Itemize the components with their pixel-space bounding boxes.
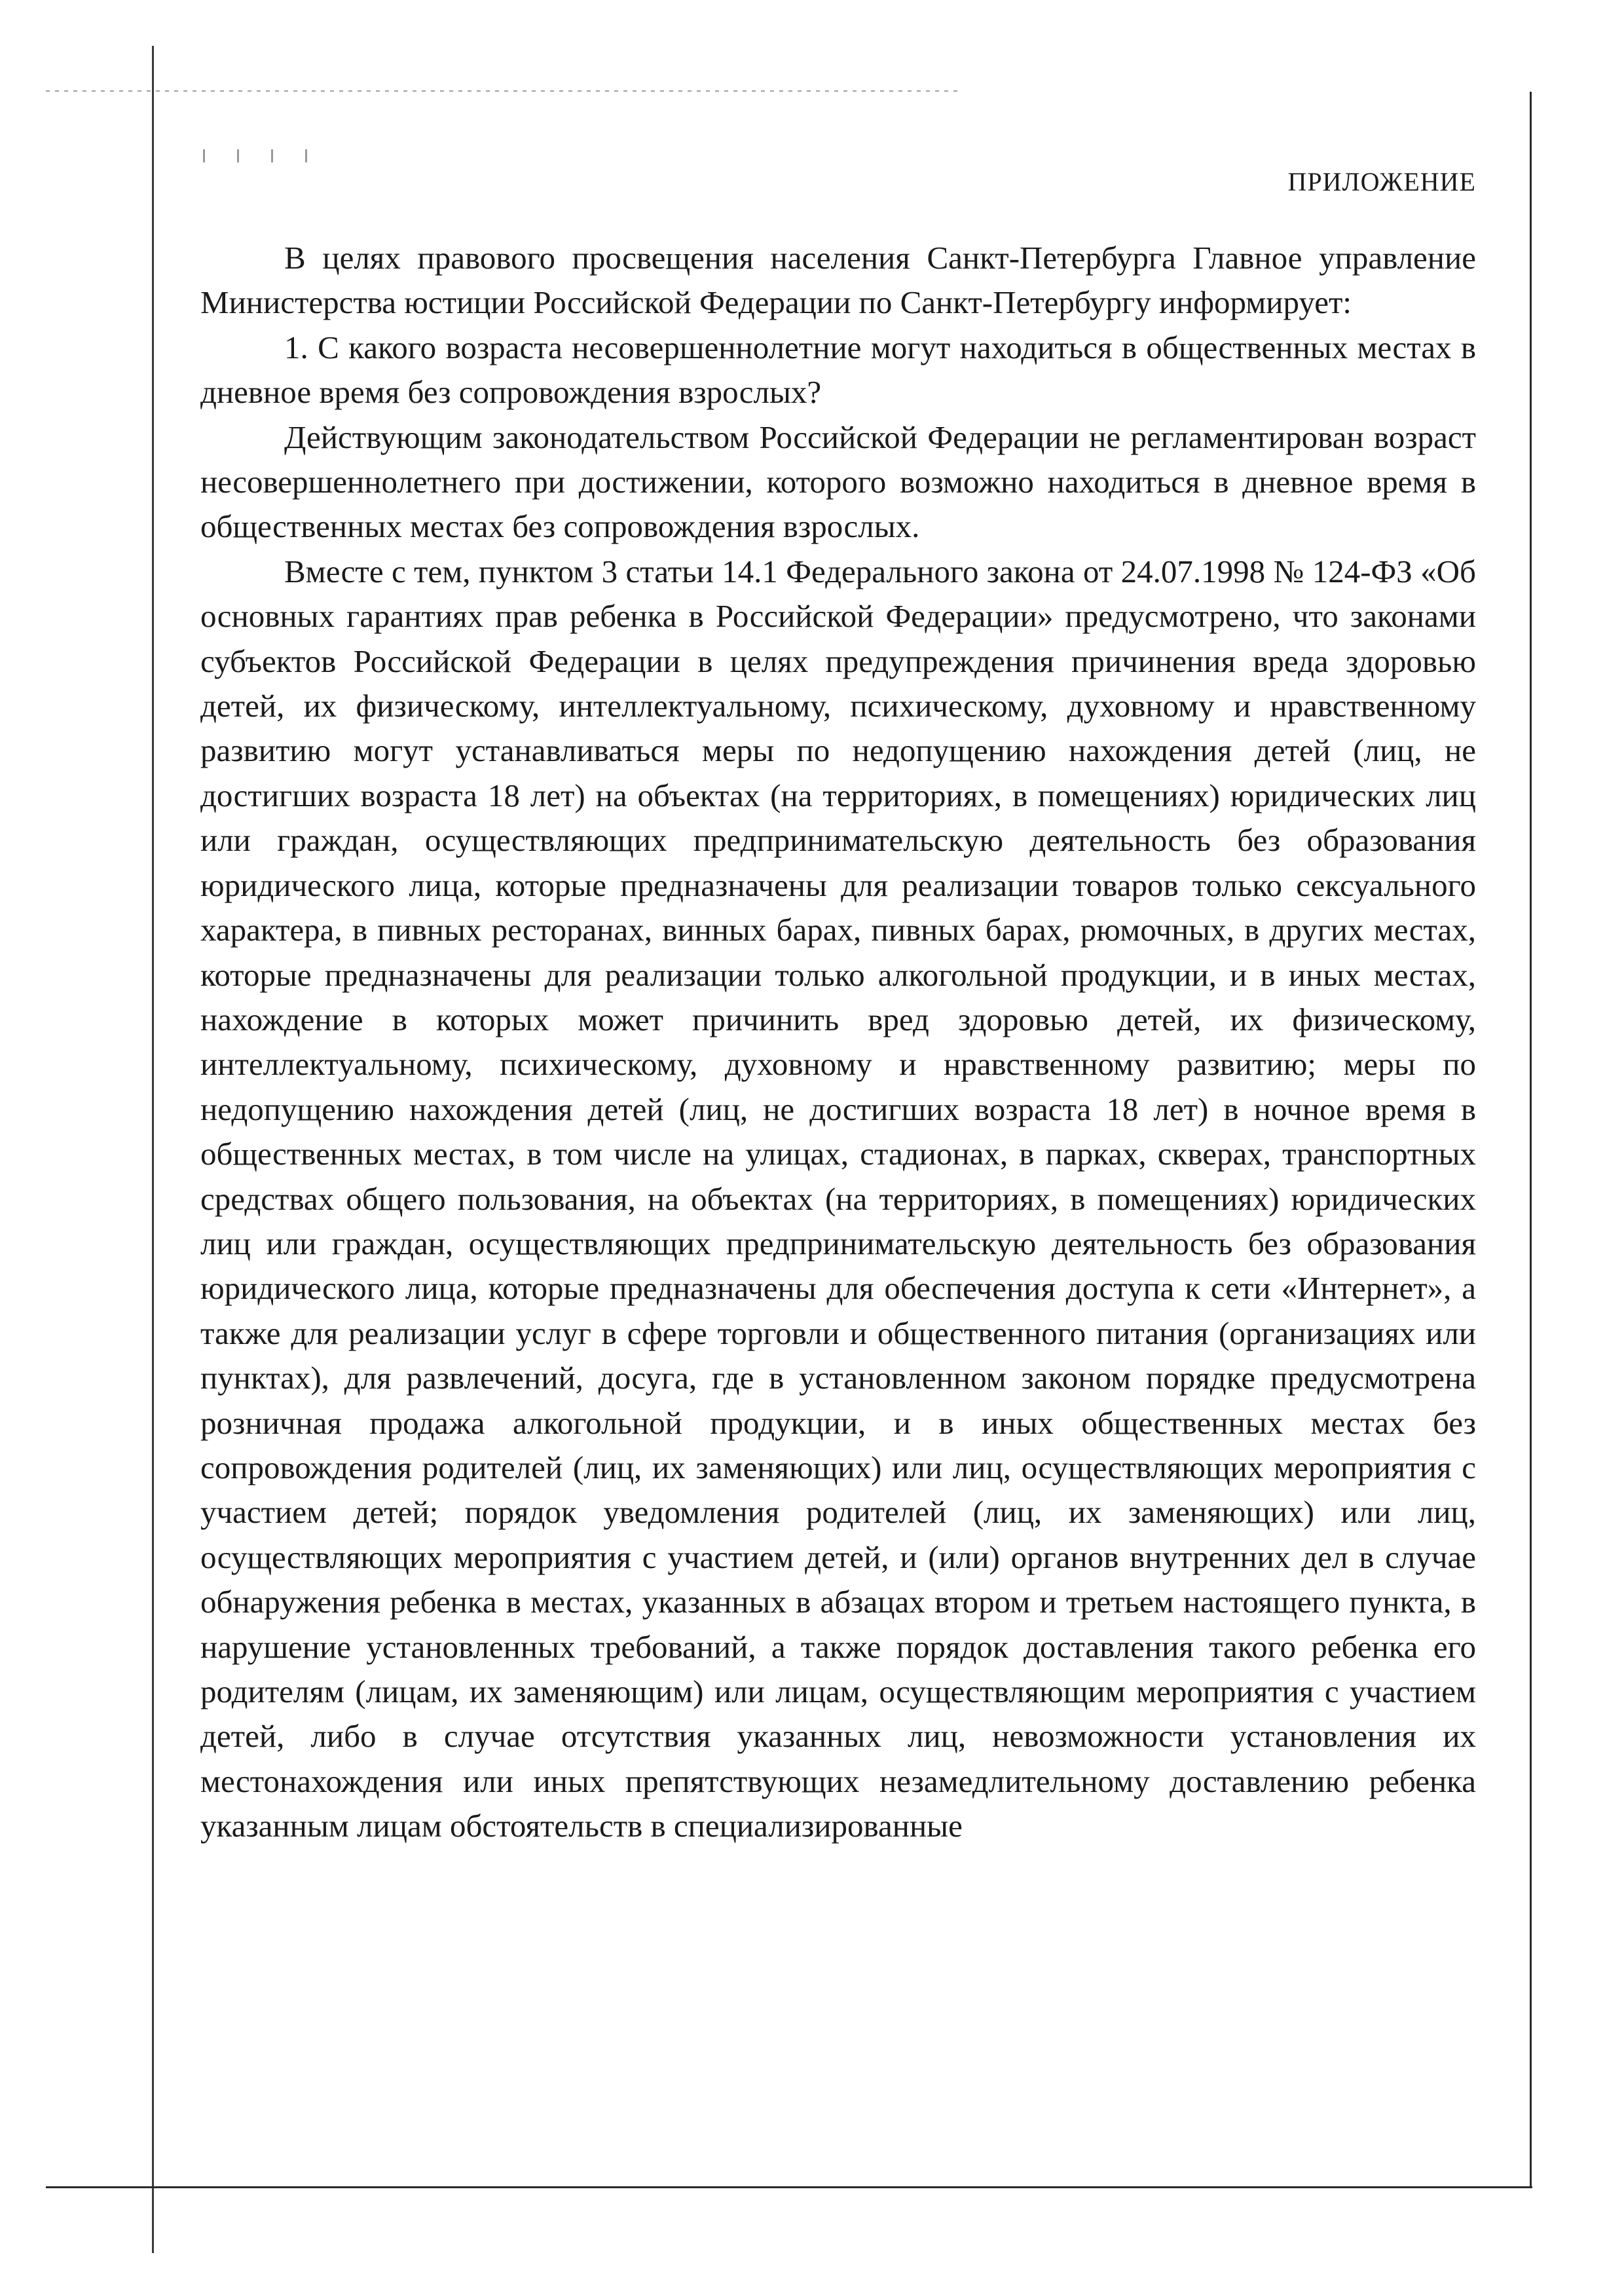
paragraph-intro: В целях правового просвещения населения Санкт-Петербурга Главное управление Министерства юстиции Российской Федерации по Санкт-Петербургу информирует: [200, 240, 1476, 321]
scan-border-right [1530, 92, 1532, 2188]
scan-border-bottom [46, 2186, 1532, 2188]
paragraph-answer-1: Действующим законодательством Российской Федерации не регламентирован возраст несовершеннолетнего при достижении, которого возможно находиться в дневное время в общественных местах без сопровождения взрослых. [200, 419, 1476, 545]
scan-artifact-top [46, 90, 963, 92]
paragraph-law-reference: Вместе с тем, пунктом 3 статьи 14.1 Федерального закона от 24.07.1998 № 124-ФЗ «Об основных гарантиях прав ребенка в Российской Федерации» предусмотрено, что законами субъектов Российской Федерации в целях предупреждения причинения вреда здоровью детей, их физическому, интеллектуальному, психическому, духовному и нравственному развитию могут устанавливаться меры по недопущению нахождения детей (лиц, не достигших возраста 18 лет) на объектах (на территориях, в помещениях) юридических лиц или граждан, осуществляющих предпринимательскую деятельность без образования юридического лица, которые предназначены для реализации товаров только сексуального характера, в пивных ресторанах, винных барах, пивных барах, рюмочных, в других местах, которые предназначены для реализации только алкогольной продукции, и в иных местах, нахождение в которых может причинить вред здоровью детей, их физическому, интеллектуальному, психическому, духовному и нравственному развитию; меры по недопущению нахождения детей (лиц, не достигших возраста 18 лет) в ночное время в общественных местах, в том числе на улицах, стадионах, в парках, скверах, транспортных средствах общего пользования, на объектах (на территориях, в помещениях) юридических лиц или граждан, осуществляющих предпринимательскую деятельность без образования юридического лица, которые предназначены для обеспечения доступа к сети «Интернет», а также для реализации услуг в сфере торговли и общественного питания (организациях или пунктах), для развлечений, досуга, где в установленном законом порядке предусмотрена розничная продажа алкогольной продукции, и в иных общественных местах без сопровождения родителей (лиц, их заменяющих) или лиц, осуществляющих мероприятия с участием детей; порядок уведомления родителей (лиц, их заменяющих) или лиц, осуществляющих мероприятия с участием детей, и (или) органов внутренних дел в случае обнаружения ребенка в местах, указанных в абзацах втором и третьем настоящего пункта, в нарушение установленных требований, а также порядок доставления такого ребенка его родителям (лицам, их заменяющим) или лицам, осуществляющим мероприятия с участием детей, либо в случае отсутствия указанных лиц, невозможности установления их местонахождения или иных препятствующих незамедлительному доставлению ребенка указанным лицам обстоятельств в специализированные [200, 553, 1476, 1844]
scan-border-left [152, 46, 154, 2253]
document-body [200, 236, 1476, 1849]
paragraph-question-1: 1. С какого возраста несовершеннолетние могут находиться в общественных местах в дневное время без сопровождения взрослых? [200, 329, 1476, 411]
scan-artifact-specks [203, 149, 308, 162]
appendix-label: ПРИЛОЖЕНИЕ [1287, 167, 1476, 196]
